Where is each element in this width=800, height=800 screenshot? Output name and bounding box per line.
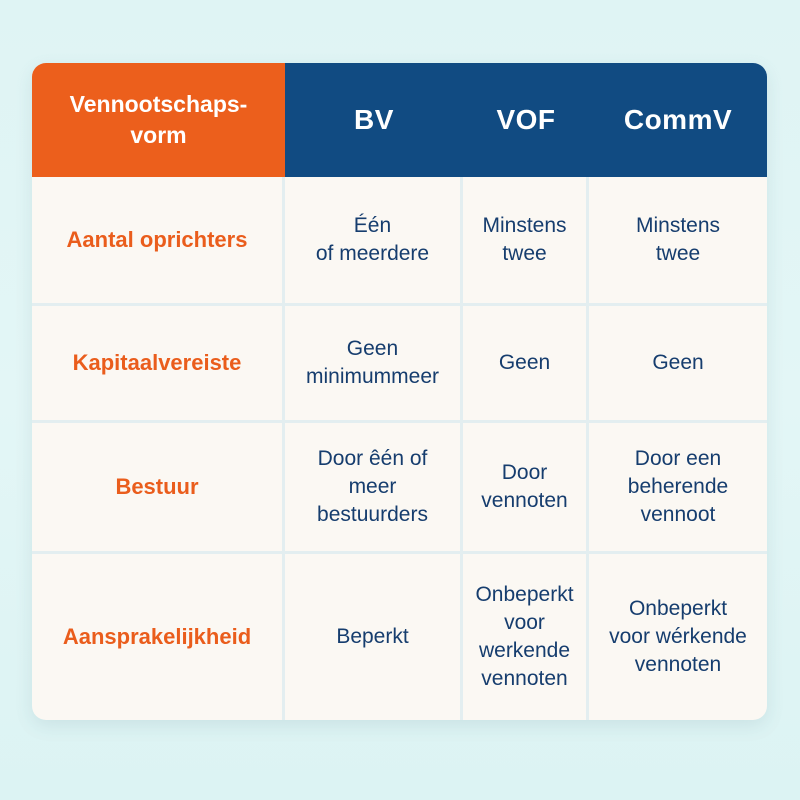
- header-vof: VOF: [463, 63, 589, 177]
- cell-aansprakelijkheid-bv: Beperkt: [285, 554, 463, 720]
- row-label-bestuur: Bestuur: [32, 423, 285, 554]
- cell-aansprakelijkheid-vof: Onbeperkt voor werkende vennoten: [463, 554, 589, 720]
- cell-kapitaal-bv: Geen minimummeer: [285, 306, 463, 423]
- cell-bestuur-bv: Door êén of meer bestuurders: [285, 423, 463, 554]
- header-corner-label: Vennootschaps- vorm: [69, 91, 248, 148]
- header-corner-cell: [32, 63, 285, 177]
- cell-bestuur-vof: Door vennoten: [463, 423, 589, 554]
- row-label-aansprakelijkheid: Aansprakelijkheid: [32, 554, 285, 720]
- header-commv: CommV: [589, 63, 767, 177]
- cell-oprichters-vof: Minstens twee: [463, 177, 589, 306]
- row-label-oprichters: Aantal oprichters: [32, 177, 285, 306]
- row-label-kapitaal: Kapitaalvereiste: [32, 306, 285, 423]
- cell-kapitaal-commv: Geen: [589, 306, 767, 423]
- cell-oprichters-bv: Één of meerdere: [285, 177, 463, 306]
- header-bv: BV: [285, 63, 463, 177]
- comparison-grid: [32, 63, 767, 720]
- cell-aansprakelijkheid-commv: Onbeperkt voor wérkende vennoten: [609, 597, 747, 676]
- comparison-table: [32, 63, 767, 720]
- cell-oprichters-commv: Minstens twee: [589, 177, 767, 306]
- cell-kapitaal-vof: Geen: [463, 306, 589, 423]
- cell-bestuur-commv: Door een beherende vennoot: [589, 423, 767, 554]
